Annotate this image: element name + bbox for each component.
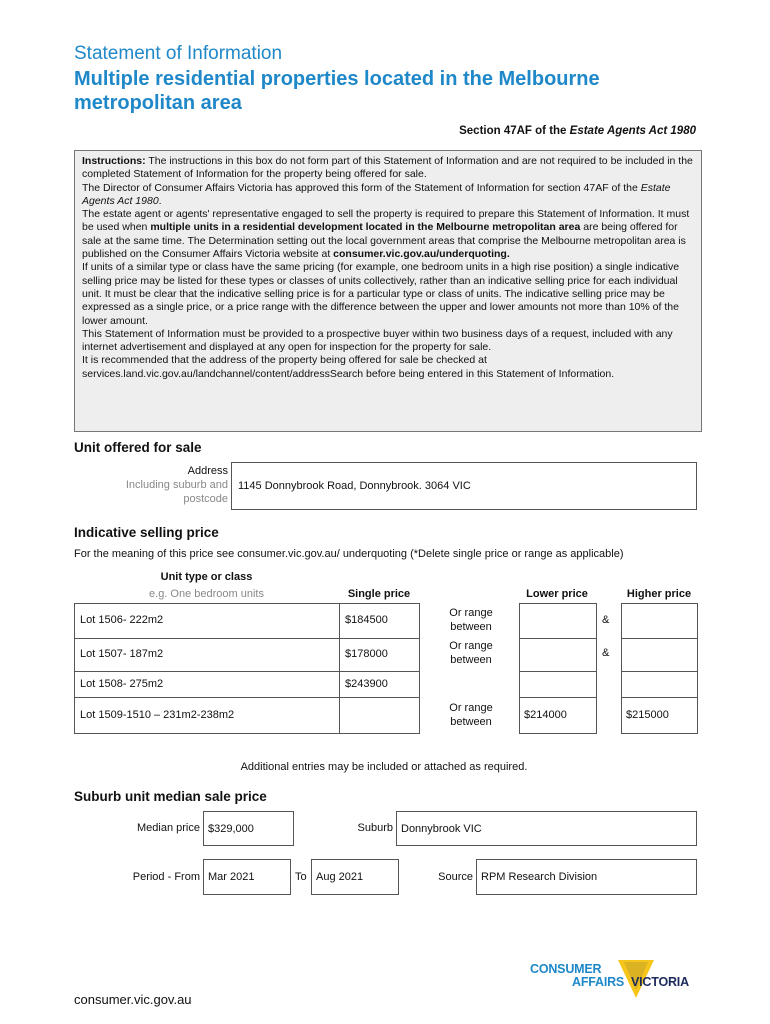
underquoting-link[interactable]: consumer.vic.gov.au/underquoting. [333, 248, 510, 261]
lower-price-row-4[interactable]: $214000 [524, 709, 567, 721]
single-price-row-3[interactable]: $243900 [345, 678, 388, 690]
col-single-header: Single price [347, 588, 411, 600]
instructions-p5: This Statement of Information must be provided to a prospective buyer within two business days of a request, included with any internet advertisement and displayed at any open for inspection for the property for sale. [82, 327, 673, 354]
median-price-field[interactable]: $329,000 [203, 811, 294, 846]
instructions-text-1: The instructions in this box do not form part of this Statement of Information and are not required to be included in the completed Statement of Information for the property being offered for sale. [82, 155, 693, 181]
or-range-text: Or range [449, 607, 493, 619]
address-hint-postcode: postcode [183, 493, 228, 505]
source-field[interactable]: RPM Research Division [476, 859, 697, 895]
or-range-label-2 [430, 639, 512, 667]
ampersand-2: & [602, 647, 610, 659]
unit-row-4[interactable]: Lot 1509-1510 – 231m2-238m2 [80, 709, 235, 721]
lower-price-column [519, 603, 597, 734]
median-price-label: Median price [137, 822, 200, 834]
suburb-label: Suburb [357, 822, 393, 834]
document-title: Statement of Information [74, 43, 283, 64]
logo-text-victoria: VICTORIA [631, 975, 689, 989]
address-field[interactable]: 1145 Donnybrook Road, Donnybrook. 3064 VIC [231, 462, 697, 510]
or-range-label-1 [430, 606, 512, 634]
instructions-text-3c: are being offered for sale at the same time. The Determination setting out the local government areas that comprise the Melbourne metropolitan area is published on the Consumer Affairs Victoria website at [82, 221, 686, 261]
additional-entries-note: Additional entries may be included or attached as required. [240, 761, 528, 773]
address-label: Address [187, 465, 228, 477]
unit-row-2[interactable]: Lot 1507- 187m2 [80, 648, 164, 660]
instructions-text-2b: Estate Agents Act 1980 [82, 181, 671, 207]
unit-offered-heading: Unit offered for sale [74, 440, 202, 455]
instructions-p6: It is recommended that the address of the property being offered for sale be checked at services.land.vic.gov.au/landchannel/content/addressSearch before being entered in this Statement of Information. [82, 354, 615, 380]
or-range-text: Or range [449, 640, 493, 652]
higher-price-column [621, 603, 698, 734]
ampersand-1: & [602, 614, 610, 626]
instructions-text-3b: multiple units in a residential development located in the Melbourne metropolitan area [150, 221, 581, 234]
period-from-label: Period - From [132, 871, 200, 883]
single-price-row-1[interactable]: $184500 [345, 614, 388, 626]
col-higher-header: Higher price [626, 588, 692, 600]
document-subtitle: Multiple residential properties located in the Melbourne metropolitan area [74, 68, 600, 114]
logo-text-consumer: CONSUMER [530, 962, 602, 976]
instructions-p1 [82, 155, 694, 182]
instructions-label: Instructions: [82, 155, 146, 167]
period-from-field[interactable]: Mar 2021 [203, 859, 291, 895]
instructions-p3 [82, 208, 694, 261]
instructions-text-2c: . [158, 194, 162, 207]
median-heading: Suburb unit median sale price [74, 789, 267, 804]
between-text: between [450, 621, 492, 633]
section-act: Estate Agents Act 1980 [569, 125, 696, 137]
unit-row-3[interactable]: Lot 1508- 275m2 [80, 678, 164, 690]
instructions-p4: If units of a similar type or class have the same pricing (for example, one bedroom units in a high rise position) a single indicative selling price may be listed for these types or classes of units collectively, rather than an indicative selling price for each individual unit. It must be clear that the indicative selling price is for a particular type or class of units. The indicative selling price may be expressed as a single price, or a price range with the difference between the upper and lower amounts not more than 10% of the lower amount. [82, 261, 680, 327]
col-unit-type-header: Unit type or class [160, 571, 253, 583]
period-to-field[interactable]: Aug 2021 [311, 859, 399, 895]
or-range-label-4 [430, 701, 512, 729]
single-price-row-2[interactable]: $178000 [345, 648, 388, 660]
logo-text-affairs: AFFAIRS [572, 975, 625, 989]
source-label: Source [438, 871, 473, 883]
indicative-price-heading: Indicative selling price [74, 525, 219, 540]
section-prefix: Section 47AF of the [459, 125, 570, 137]
col-lower-header: Lower price [526, 588, 588, 600]
col-unit-example: e.g. One bedroom units [149, 588, 264, 600]
or-range-text: Or range [449, 702, 493, 714]
suburb-field[interactable]: Donnybrook VIC [396, 811, 697, 846]
indicative-price-note: For the meaning of this price see consumer.vic.gov.au/ underquoting (*Delete single price or range as applicable) [74, 548, 624, 560]
instructions-text-3a: The estate agent or agents' representative engaged to sell the property is required to prepare this Statement of Information. It must be used when [82, 208, 690, 234]
period-to-label: To [295, 871, 307, 883]
consumer-affairs-victoria-logo [528, 958, 703, 1008]
unit-price-table [74, 603, 420, 734]
section-reference [459, 125, 696, 137]
between-text: between [450, 716, 492, 728]
higher-price-row-4[interactable]: $215000 [626, 709, 669, 721]
instructions-p2 [82, 182, 694, 209]
unit-row-1[interactable]: Lot 1506- 222m2 [80, 614, 164, 626]
footer-url[interactable]: consumer.vic.gov.au [74, 992, 192, 1007]
instructions-text-2a: The Director of Consumer Affairs Victoria has approved this form of the Statement of Information for section 47AF of the [82, 181, 641, 194]
instructions-box [74, 150, 702, 432]
between-text: between [450, 654, 492, 666]
address-hint-suburb: Including suburb and [125, 479, 228, 491]
